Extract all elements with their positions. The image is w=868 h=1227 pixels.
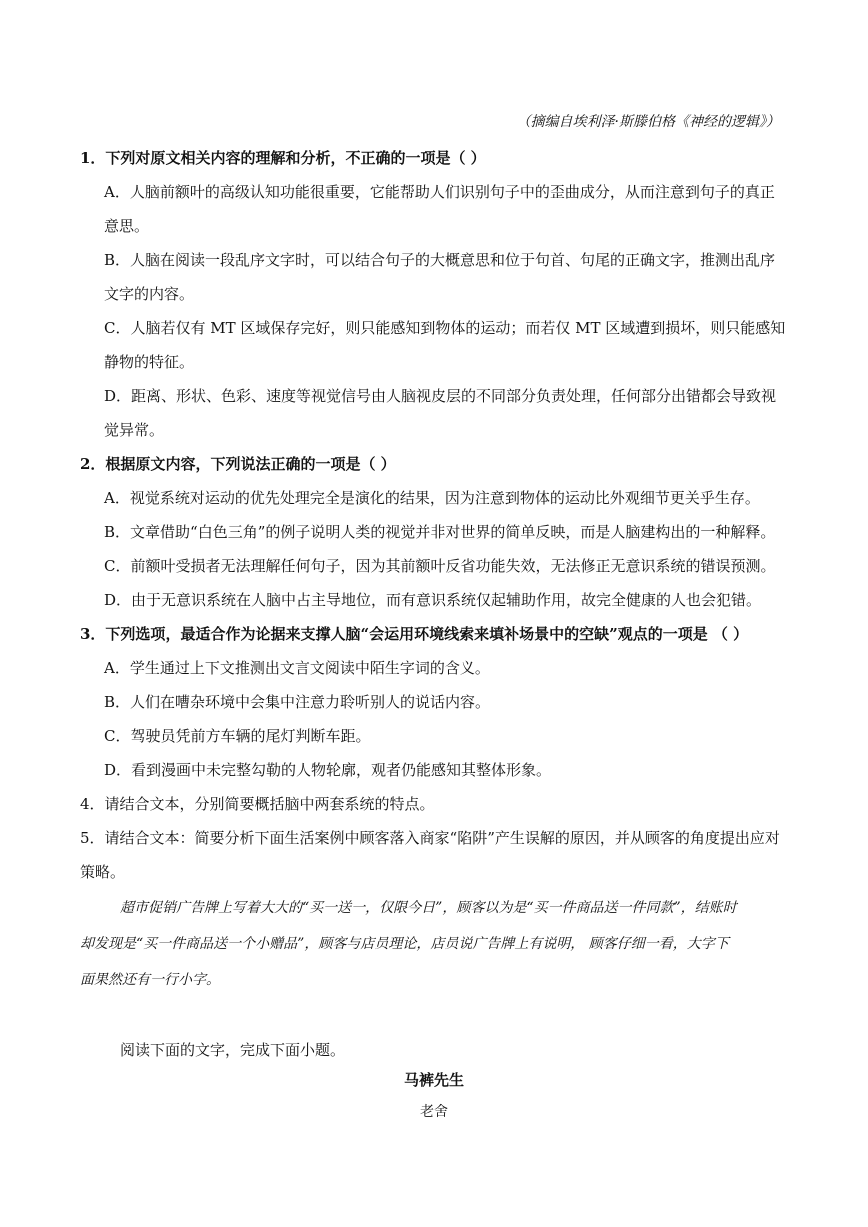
q1-option-d-cont: 觉异常。 xyxy=(104,421,165,439)
q1-option-a-cont: 意思。 xyxy=(104,217,150,235)
case-text-line-2: 却发现是“买一件商品送一个小赠品”，顾客与店员理论，店员说广告牌上有说明， 顾客仔细一看，大字下 xyxy=(80,936,729,952)
q1-option-a: A．人脑前额叶的高级认知功能很重要，它能帮助人们识别句子中的歪曲成分，从而注意到句子的真正 xyxy=(104,183,775,201)
article-author: 老舍 xyxy=(420,1104,448,1120)
question-5-cont: 策略。 xyxy=(80,863,126,881)
question-1-stem: 1．下列对原文相关内容的理解和分析，不正确的一项是（ ） xyxy=(80,149,486,167)
q3-option-d: D．看到漫画中未完整勾勒的人物轮廓，观者仍能感知其整体形象。 xyxy=(104,761,552,779)
case-text-line-3: 面果然还有一行小字。 xyxy=(80,972,220,988)
q1-option-b: B．人脑在阅读一段乱序文字时，可以结合句子的大概意思和位于句首、句尾的正确文字，推测出乱序 xyxy=(104,251,776,269)
q2-option-d: D．由于无意识系统在人脑中占主导地位，而有意识系统仅起辅助作用，故完全健康的人也会犯错。 xyxy=(104,591,762,609)
q3-option-a: A．学生通过上下文推测出文言文阅读中陌生字词的含义。 xyxy=(104,659,490,677)
question-5: 5．请结合文本：简要分析下面生活案例中顾客落入商家“陷阱”产生误解的原因，并从顾客的角度提出应对 xyxy=(80,829,780,847)
q1-option-c-cont: 静物的特征。 xyxy=(104,353,195,371)
q2-option-b: B．文章借助“白色三角”的例子说明人类的视觉并非对世界的简单反映，而是人脑建构出的一种解释。 xyxy=(104,523,776,541)
q1-option-b-cont: 文字的内容。 xyxy=(104,285,195,303)
question-3-stem: 3．下列选项，最适合作为论据来支撑人脑“会运用环境线索来填补场景中的空缺”观点的一项是 （ ） xyxy=(80,625,749,643)
question-2-stem: 2．根据原文内容，下列说法正确的一项是（ ） xyxy=(80,455,396,473)
q1-option-d: D．距离、形状、色彩、速度等视觉信号由人脑视皮层的不同部分负责处理，任何部分出错都会导致视 xyxy=(104,387,777,405)
q2-option-a: A．视觉系统对运动的优先处理完全是演化的结果，因为注意到物体的运动比外观细节更关乎生存。 xyxy=(104,489,760,507)
q2-option-c: C．前额叶受损者无法理解任何句子，因为其前额叶反省功能失效，无法修正无意识系统的错误预测。 xyxy=(104,557,776,575)
question-4: 4．请结合文本，分别简要概括脑中两套系统的特点。 xyxy=(80,795,435,813)
article-title: 马裤先生 xyxy=(403,1071,464,1089)
q3-option-b: B．人们在嘈杂环境中会集中注意力聆听别人的说话内容。 xyxy=(104,693,491,711)
q3-option-c: C．驾驶员凭前方车辆的尾灯判断车距。 xyxy=(104,727,371,745)
citation: （摘编自埃利泽·斯滕伯格《神经的逻辑》） xyxy=(516,114,780,130)
q1-option-c: C．人脑若仅有 MT 区域保存完好，则只能感知到物体的运动；而若仅 MT 区域遭到损坏，则只能感知 xyxy=(104,319,786,337)
case-text-line-1: 超市促销广告牌上写着大大的“买一送一，仅限今日”，顾客以为是“买一件商品送一件同款”，结账时 xyxy=(120,900,737,916)
reading-instruction: 阅读下面的文字，完成下面小题。 xyxy=(120,1041,346,1059)
